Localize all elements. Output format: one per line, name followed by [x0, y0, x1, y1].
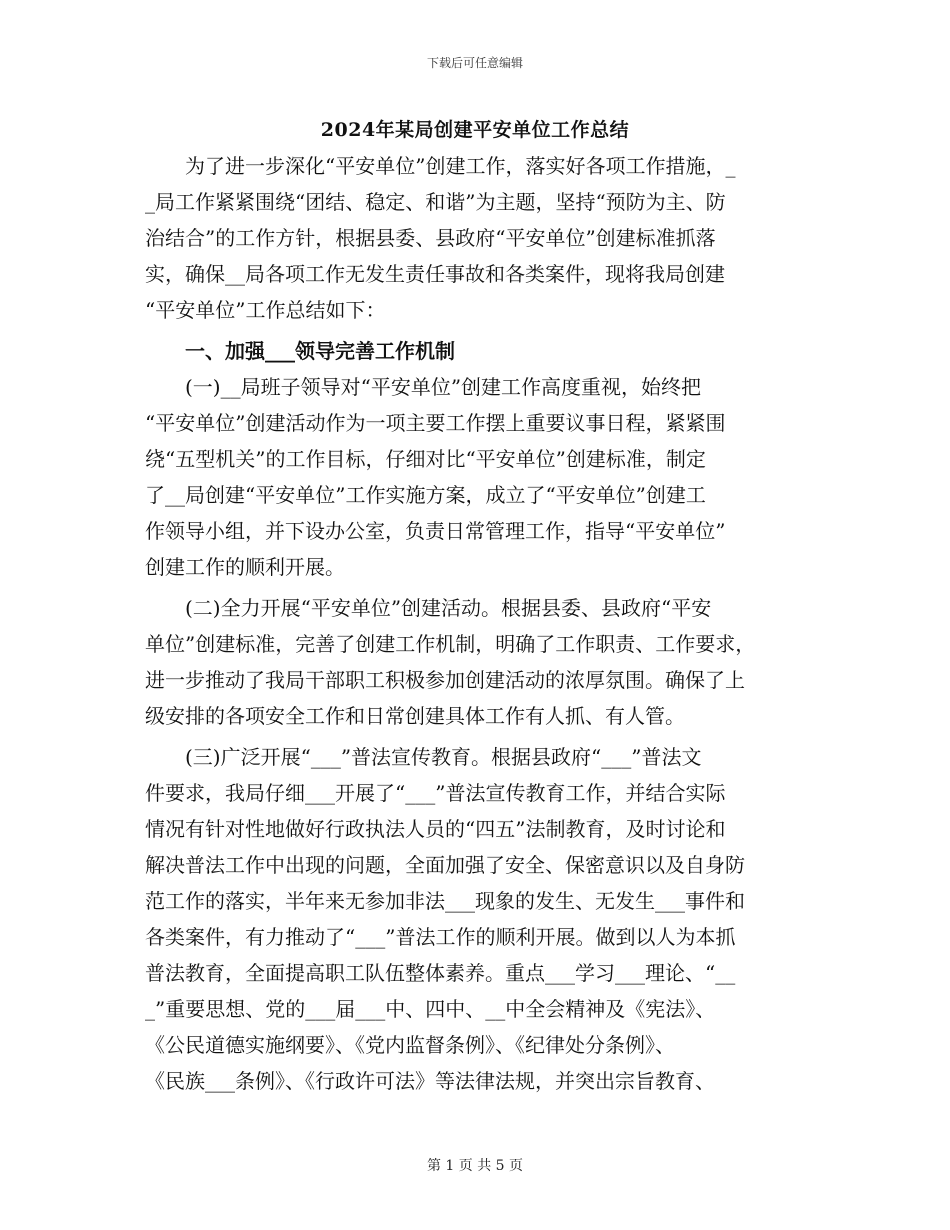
body-line: 为了进一步深化“平安单位”创建工作，落实好各项工作措施，_	[185, 154, 736, 178]
body-line: _局工作紧紧围绕“团结、稳定、和谐”为主题，坚持“预防为主、防	[145, 190, 726, 214]
body-line: 了__局创建“平安单位”工作实施方案，成立了“平安单位”创建工	[145, 483, 706, 507]
body-line: 范工作的落实，半年来无参加非法___现象的发生、无发生___事件和	[145, 889, 745, 913]
body-line: (三)广泛开展“___”普法宣传教育。根据县政府“___”普法文	[185, 745, 702, 769]
body-line: 情况有针对性地做好行政执法人员的“四五”法制教育，及时讨论和	[145, 817, 726, 841]
page-footer: 第 1 页 共 5 页	[426, 1158, 524, 1174]
body-line: 《民族___条例》、《行政许可法》等法律法规，并突出宗旨教育、	[145, 1069, 715, 1093]
body-line: 普法教育，全面提高职工队伍整体素养。重点___学习___理论、“__	[145, 961, 736, 985]
body-line: 绕“五型机关”的工作目标，仔细对比“平安单位”创建标准，制定	[145, 447, 706, 471]
body-line: 单位”创建标准，完善了创建工作机制，明确了工作职责、工作要求，	[145, 632, 756, 656]
body-line: 解决普法工作中出现的问题，全面加强了安全、保密意识以及自身防	[145, 853, 745, 877]
body-line: (二)全力开展“平安单位”创建活动。根据县委、县政府“平安	[185, 596, 712, 620]
body-line: 作领导小组，并下设办公室，负责日常管理工作，指导“平安单位”	[145, 519, 726, 543]
body-line: 进一步推动了我局干部职工积极参加创建活动的浓厚氛围。确保了上	[145, 668, 745, 692]
body-line: “平安单位”工作总结如下：	[145, 298, 386, 322]
body-line: 实，确保__局各项工作无发生责任事故和各类案件，现将我局创建	[145, 262, 725, 286]
body-line: _”重要思想、党的___届___中、四中、__中全会精神及《宪法》、	[145, 997, 716, 1021]
body-line: 创建工作的顺利开展。	[145, 555, 345, 579]
body-line: “平安单位”创建活动作为一项主要工作摆上重要议事日程，紧紧围	[145, 411, 726, 435]
body-line: 级安排的各项安全工作和日常创建具体工作有人抓、有人管。	[145, 704, 685, 728]
header-note: 下载后可任意编辑	[426, 56, 523, 70]
body-line: 《公民道德实施纲要》、《党内监督条例》、《纪律处分条例》、	[145, 1033, 675, 1057]
body-line: (一)__局班子领导对“平安单位”创建工作高度重视，始终把	[185, 375, 702, 399]
document-title: 2024年某局创建平安单位工作总结	[320, 119, 630, 141]
body-line: 各类案件，有力推动了“___”普法工作的顺利开展。做到以人为本抓	[145, 925, 736, 949]
body-line: 件要求，我局仔细___开展了“___”普法宣传教育工作，并结合实际	[145, 781, 726, 805]
section-heading: 一、加强___领导完善工作机制	[185, 339, 455, 363]
body-line: 治结合”的工作方针，根据县委、县政府“平安单位”创建标准抓落	[145, 226, 716, 250]
